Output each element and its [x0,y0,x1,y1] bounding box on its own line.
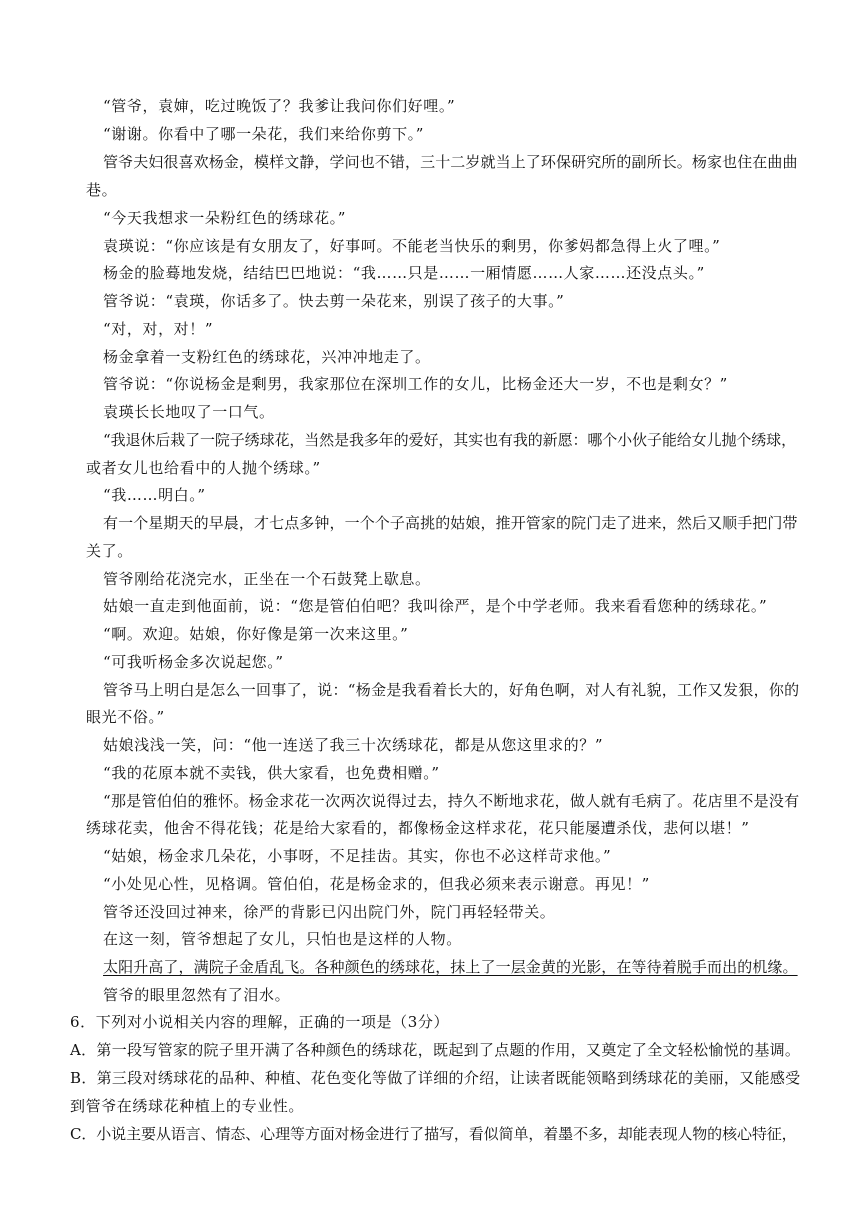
story-line: “小处见心性，见格调。管伯伯，花是杨金求的，但我必须来表示谢意。再见！” [103,875,650,893]
story-line: 管爷说：“袁瑛，你话多了。快去剪一朵花来，别误了孩子的大事。” [103,292,565,310]
option-b-continued: 到管爷在绣球花种植上的专业性。 [70,1097,305,1115]
story-line: 或者女儿也给看中的人抛个绣球。” [86,459,321,477]
underlined-story-line: 太阳升高了，满院子金盾乱飞。各种颜色的绣球花，抹上了一层金黄的光影，在等待着脱手而出的机缘。 [103,958,798,976]
story-line: 袁瑛说：“你应该是有女朋友了，好事呵。不能老当快乐的剩男，你爹妈都急得上火了哩。” [103,237,721,255]
story-line: “我……明白。” [103,486,206,504]
story-line: 管爷刚给花浇完水，正坐在一个石鼓凳上歇息。 [103,570,431,588]
story-line: 眼光不俗。” [86,708,165,726]
story-line: 袁瑛长长地叹了一口气。 [103,403,275,421]
story-line: “对，对，对！” [103,320,214,338]
option-c: C．小说主要从语言、情态、心理等方面对杨金进行了描写，看似简单，着墨不多，却能表现人物的核心特征， [70,1125,797,1143]
story-line: 有一个星期天的早晨，才七点多钟，一个个子高挑的姑娘，推开管家的院门走了进来，然后又顺手把门带 [103,514,798,532]
story-line: 姑娘浅浅一笑，问：“他一连送了我三十次绣球花，都是从您这里求的？” [103,736,604,754]
story-line: 绣球花卖，他舍不得花钱；花是给大家看的，都像杨金这样求花，花只能屡遭杀伐，悲何以堪！” [86,819,750,837]
story-line: 在这一刻，管爷想起了女儿，只怕也是这样的人物。 [103,930,462,948]
story-line: “今天我想求一朵粉红色的绣球花。” [103,209,347,227]
story-line: “谢谢。你看中了哪一朵花，我们来给你剪下。” [103,125,425,143]
story-line: “姑娘，杨金求几朵花，小事呀，不足挂齿。其实，你也不必这样苛求他。” [103,847,612,865]
story-line: 巷。 [86,181,118,199]
option-a: A．第一段写管家的院子里开满了各种颜色的绣球花，既起到了点题的作用，又奠定了全文轻松愉悦的基调。 [70,1041,801,1059]
story-line: 杨金的脸蓦地发烧，结结巴巴地说：“我……只是……一厢情愿……人家……还没点头。” [103,264,705,282]
story-line: “可我听杨金多次说起您。” [103,653,284,671]
story-line: 管爷夫妇很喜欢杨金，模样文静，学问也不错，三十二岁就当上了环保研究所的副所长。杨家也住在曲曲 [103,153,798,171]
question-stem: 6．下列对小说相关内容的理解，正确的一项是（3分） [70,1013,450,1031]
story-line: “我退休后栽了一院子绣球花，当然是我多年的爱好，其实也有我的新愿：哪个小伙子能给女儿抛个绣球， [103,431,796,449]
story-line: 管爷马上明白是怎么一回事了，说：“杨金是我看着长大的，好角色啊，对人有礼貌，工作又发狠，你的 [103,681,800,699]
story-line: “我的花原本就不卖钱，供大家看，也免费相赠。” [103,764,440,782]
story-line: “那是管伯伯的雅怀。杨金求花一次两次说得过去，持久不断地求花，做人就有毛病了。花店里不是没有 [103,792,800,810]
story-line: 姑娘一直走到他面前，说：“您是管伯伯吧？我叫徐严，是个中学老师。我来看看您种的绣球花。” [103,597,768,615]
story-line: 杨金拿着一支粉红色的绣球花，兴冲冲地走了。 [103,348,431,366]
story-line: “管爷，袁婶，吃过晚饭了？我爹让我问你们好哩。” [103,97,456,115]
story-line: 管爷的眼里忽然有了泪水。 [103,986,291,1004]
option-b: B．第三段对绣球花的品种、种植、花色变化等做了详细的介绍，让读者既能领略到绣球花的美丽，又能感受 [70,1069,801,1087]
story-line: 管爷还没回过神来，徐严的背影已闪出院门外，院门再轻轻带关。 [103,903,556,921]
story-line: “啊。欢迎。姑娘，你好像是第一次来这里。” [103,625,409,643]
story-line: 管爷说：“你说杨金是剩男，我家那位在深圳工作的女儿，比杨金还大一岁，不也是剩女？” [103,375,728,393]
story-line: 关了。 [86,542,133,560]
